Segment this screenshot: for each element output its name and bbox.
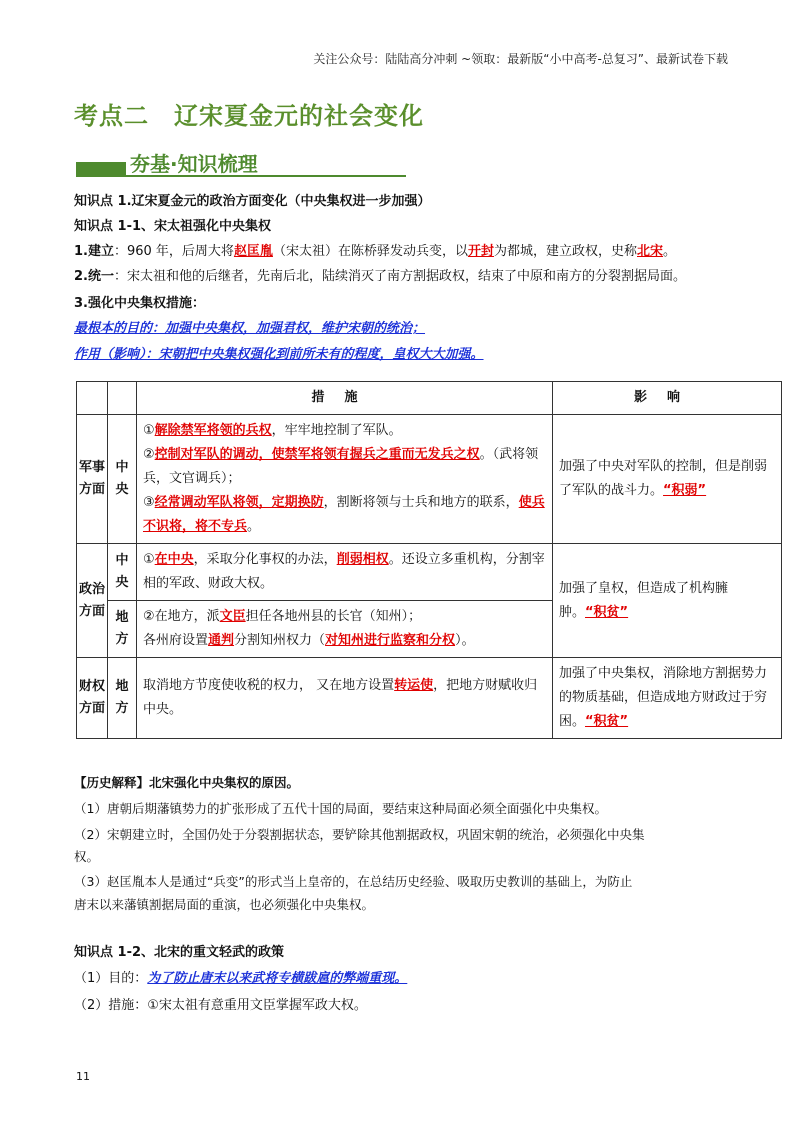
purpose-text: 为了防止唐末以来武将专横跋扈的弊端重现。	[147, 971, 408, 986]
keyword: 转运使	[394, 678, 434, 693]
page-title: 考点二 辽宋夏金元的社会变化	[74, 102, 424, 130]
keyword: 解除禁军将领的兵权	[154, 423, 272, 438]
keyword: 经常调动军队将领，定期换防	[154, 495, 324, 510]
politics-sub-local: 地方	[108, 601, 137, 658]
effect-line: 作用（影响）：宋朝把中央集权强化到前所未有的程度，皇权大大加强。	[74, 347, 484, 362]
establish-d: 。	[663, 244, 677, 259]
politics-central-measures: ①在中央，采取分化事权的办法，削弱相权。还设立多重机构，分割宰相的军政、财政大权。	[137, 544, 553, 601]
politics-sub-central: 中央	[108, 544, 137, 601]
explain-p3b: 唐末以来藩镇割据局面的重演，也必须强化中央集权。	[74, 897, 375, 912]
politics-local-measures: ②在地方，派文臣担任各地州县的长官（知州）； 各州府设置通判分割知州权力（对知州进行监察和分权）。	[137, 601, 553, 658]
finance-impact: 加强了中央集权，消除地方割据势力的物质基础，但造成地方财政过于穷困。“积贫”	[553, 658, 782, 739]
table-row	[77, 415, 782, 544]
finance-measures: 取消地方节度使收税的权力， 又在地方设置转运使，把地方财赋收归中央。	[137, 658, 553, 739]
header-impact: 影响	[553, 382, 782, 415]
establish-c: 为都城，建立政权，史称	[493, 244, 637, 259]
explain-p3a: （3）赵匡胤本人是通过“兵变”的形式当上皇帝的，在总结历史经验、吸取历史教训的基础上，为防止	[74, 874, 633, 889]
keyword: “积贫”	[585, 604, 629, 620]
establish-b: （宋太祖）在陈桥驿发动兵变，以	[272, 244, 468, 259]
banner-text: 夯基·知识梳理	[130, 152, 258, 176]
measures-table	[76, 381, 782, 739]
section-establish	[74, 243, 676, 261]
page-number: 11	[76, 1070, 90, 1083]
keyword-beisong: 北宋	[637, 244, 664, 259]
measures-heading: 3.强化中央集权措施：	[74, 296, 205, 311]
kp1-1-heading: 知识点 1-1、宋太祖强化中央集权	[74, 219, 272, 234]
banner-bar	[76, 162, 126, 176]
kp1-heading: 知识点 1.辽宋夏金元的政治方面变化（中央集权进一步加强）	[74, 194, 431, 209]
measure-line: （2）措施：①宋太祖有意重用文臣掌握军政大权。	[74, 998, 367, 1013]
finance-sub: 地方	[108, 658, 137, 739]
goal-line: 最根本的目的：加强中央集权，加强君权，维护宋朝的统治；	[74, 321, 426, 336]
table-row	[77, 544, 782, 601]
keyword: 通判	[208, 633, 235, 648]
keyword: 对知州进行监察和分权	[325, 633, 456, 648]
kp1-2-heading: 知识点 1-2、北宋的重文轻武的政策	[74, 945, 285, 960]
purpose-line: （1）目的：为了防止唐末以来武将专横跋扈的弊端重现。	[74, 971, 408, 986]
section-banner	[76, 148, 416, 178]
keyword-kaifeng: 开封	[467, 244, 494, 259]
keyword: “积弱”	[663, 483, 707, 498]
keyword: 使兵不识将，将不专兵	[143, 495, 545, 534]
table-row	[77, 658, 782, 739]
page-header: 关注公众号：陆陆高分冲刺 ~领取：最新版“小中高考-总复习”、最新试卷下载	[313, 52, 728, 66]
explain-p1: （1）唐朝后期藩镇势力的扩张形成了五代十国的局面，要结束这种局面必须全面强化中央集权。	[74, 801, 607, 816]
keyword: 控制对军队的调动，使禁军将领有握兵之重而无发兵之权	[154, 447, 480, 462]
unify-text: ：宋太祖和他的后继者，先南后北，陆续消灭了南方割据政权，结束了中原和南方的分裂割据局面。	[113, 269, 686, 284]
keyword: 在中央	[154, 552, 194, 567]
explain-p2a: （2）宋朝建立时，全国仍处于分裂割据状态，要铲除其他割据政权，巩固宋朝的统治，必须强化中央集	[74, 827, 645, 842]
military-measures: ①解除禁军将领的兵权，牢牢地控制了军队。 ②控制对军队的调动，使禁军将领有握兵之重而无发兵之权。（武将领兵，文官调兵）； ③经常调动军队将领，定期换防，割断将领与士兵和地方的联系，使兵不识将，将不专兵。	[137, 415, 553, 544]
keyword: 削弱相权	[336, 552, 389, 567]
establish-label: 1.建立	[74, 244, 114, 259]
finance-category: 财权方面	[77, 658, 108, 739]
military-sub: 中央	[108, 415, 137, 544]
explain-p2b: 权。	[74, 849, 100, 864]
unify-label: 2.统一	[74, 269, 114, 284]
military-impact: 加强了中央对军队的控制，但是削弱了军队的战斗力。“积弱”	[553, 415, 782, 544]
explain-heading: 【历史解释】北宋强化中央集权的原因。	[74, 775, 300, 790]
military-category: 军事方面	[77, 415, 108, 544]
header-measure: 措施	[137, 382, 553, 415]
keyword: “积贫”	[585, 714, 629, 729]
politics-impact: 加强了皇权，但造成了机构臃肿。“积贫”	[553, 544, 782, 658]
section-unify	[74, 268, 686, 286]
keyword: 文臣	[219, 609, 246, 624]
establish-a: ：960 年，后周大将	[113, 244, 234, 259]
politics-category: 政治方面	[77, 544, 108, 658]
table-header-row	[77, 382, 782, 415]
keyword-zhao: 赵匡胤	[233, 244, 273, 259]
